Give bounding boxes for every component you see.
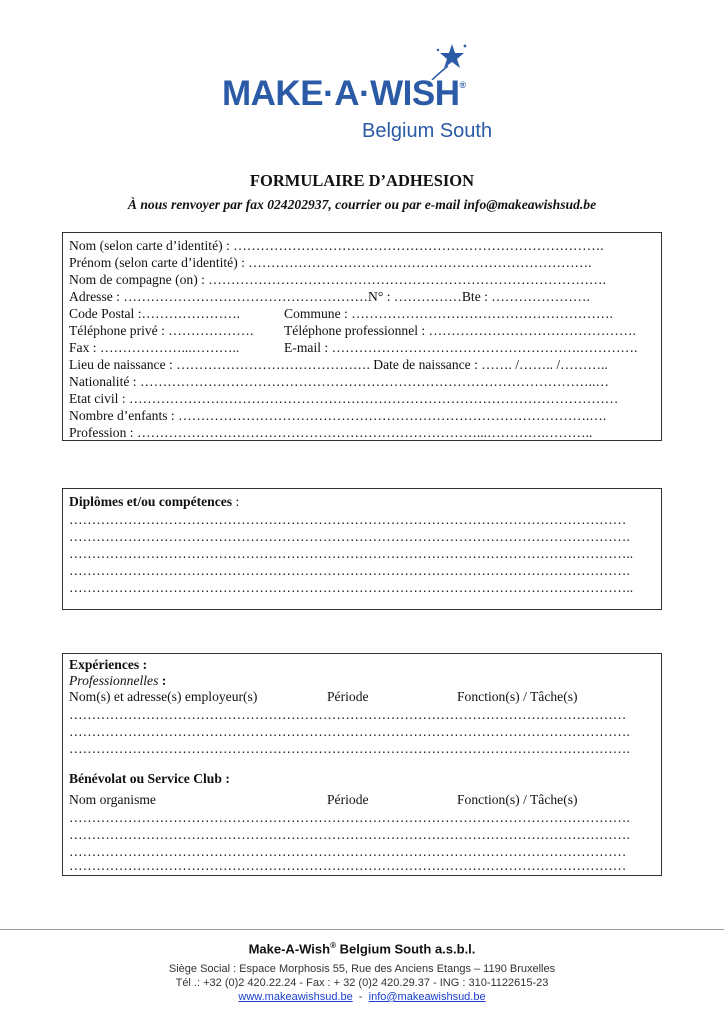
experience-pro-line[interactable]: ……………………………………………………………………………………………………………	[69, 707, 627, 722]
footer-divider	[0, 929, 724, 930]
col-periode-header: Période	[327, 689, 369, 704]
field-nationalite[interactable]: Nationalité : ………………………………………………………………………………………..…	[69, 374, 609, 389]
field-telephone-professionnel[interactable]: Téléphone professionnel : ……………………………………….	[284, 323, 636, 338]
footer-organization: Make-A-Wish® Belgium South a.s.b.l.	[248, 941, 476, 957]
field-email[interactable]: E-mail : ……………………………………………….………….	[284, 340, 638, 355]
benevolat-line[interactable]: ……………………………………………………………………………………………………………	[69, 858, 627, 873]
col-employeur-header: Nom(s) et adresse(s) employeur(s)	[69, 689, 258, 704]
field-nombre-enfants[interactable]: Nombre d’enfants : ……………………………………………………………………………….….	[69, 408, 607, 423]
logo-subtitle: Belgium South	[362, 120, 493, 142]
diplomes-line[interactable]: ……………………………………………………………………………………………………………..	[69, 546, 634, 561]
benevolat-line[interactable]: ……………………………………………………………………………………………………………	[69, 844, 627, 859]
field-fax[interactable]: Fax : ………………...………..	[69, 340, 240, 355]
footer-links: www.makeawishsud.be - info@makeawishsud.be	[238, 991, 486, 1003]
form-title: FORMULAIRE D’ADHESION	[249, 171, 475, 190]
diplomes-line[interactable]: ……………………………………………………………………………………………………………..	[69, 580, 634, 595]
field-prenom[interactable]: Prénom (selon carte d’identité) : ………………………………………………………………….	[69, 255, 592, 270]
field-code-postal[interactable]: Code Postal :………………….	[69, 306, 241, 321]
col-fonction-header: Fonction(s) / Tâche(s)	[457, 792, 578, 807]
email-link[interactable]: info@makeawishsud.be	[368, 991, 486, 1003]
benevolat-line[interactable]: …………………………………………………………………………………………………………….	[69, 827, 630, 842]
make-a-wish-logo	[222, 40, 512, 150]
field-commune[interactable]: Commune : ………………………………………………….	[284, 306, 613, 321]
professionnelles-heading: Professionnelles :	[69, 673, 167, 688]
field-nom-compagne[interactable]: Nom de compagne (on) : …………………………………………………………………………….	[69, 272, 606, 287]
field-etat-civil[interactable]: Etat civil : ………………………………………………………………………………………………	[69, 391, 619, 406]
diplomes-line[interactable]: ……………………………………………………………………………………………………………	[69, 512, 627, 527]
logo-wordmark: MAKE·A·WISH®	[222, 74, 466, 113]
col-periode-header: Période	[327, 792, 369, 807]
field-nom[interactable]: Nom (selon carte d’identité) : ……………………………………………………………………….	[69, 238, 604, 253]
footer-phones: Tél .: +32 (0)2 420.22.24 - Fax : + 32 (0)2 420.29.37 - ING : 310-1122615-23	[175, 977, 549, 989]
col-fonction-header: Fonction(s) / Tâche(s)	[457, 689, 578, 704]
field-telephone-prive[interactable]: Téléphone privé : ……………….	[69, 323, 254, 338]
col-organisme-header: Nom organisme	[69, 792, 156, 807]
website-link[interactable]: www.makeawishsud.be	[238, 991, 353, 1003]
benevolat-line[interactable]: …………………………………………………………………………………………………………….	[69, 810, 630, 825]
diplomes-heading: Diplômes et/ou compétences :	[69, 494, 240, 509]
form-instructions: À nous renvoyer par fax 024202937, courrier ou par e-mail info@makeawishsud.be	[127, 197, 597, 212]
field-naissance[interactable]: Lieu de naissance : ……………………………………. Date de naissance : ……. /…….. /………..	[69, 357, 608, 372]
diplomes-line[interactable]: …………………………………………………………………………………………………………….	[69, 563, 630, 578]
experiences-heading: Expériences :	[69, 657, 148, 672]
experience-pro-line[interactable]: …………………………………………………………………………………………………………….	[69, 724, 630, 739]
experience-pro-line[interactable]: …………………………………………………………………………………………………………….	[69, 741, 630, 756]
footer-address: Siège Social : Espace Morphosis 55, Rue des Anciens Etangs – 1190 Bruxelles	[168, 963, 556, 975]
field-adresse[interactable]: Adresse : ………………………………………………N° : ……………Bte : ………………….	[69, 289, 590, 304]
field-profession[interactable]: Profession : …………………………………………………………………...………….………..	[69, 425, 593, 440]
diplomes-line[interactable]: …………………………………………………………………………………………………………….	[69, 529, 630, 544]
benevolat-heading: Bénévolat ou Service Club :	[69, 771, 230, 786]
